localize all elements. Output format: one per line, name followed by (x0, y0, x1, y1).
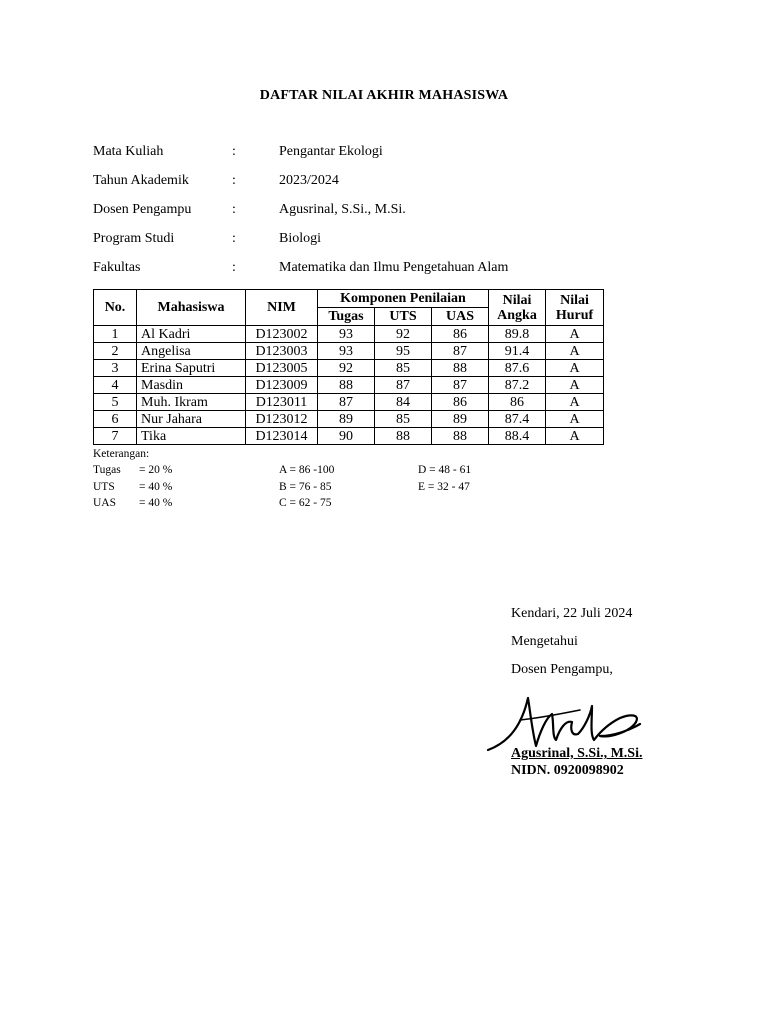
cell-uas: 87 (432, 377, 489, 394)
cell-uts: 85 (375, 360, 432, 377)
weight-value: = 40 % (139, 497, 173, 509)
header-nilai-angka-line2: Angka (497, 307, 537, 323)
info-label: Tahun Akademik (93, 173, 189, 188)
grade-range: E = 32 - 47 (418, 481, 470, 493)
weight-name: Tugas (93, 464, 121, 476)
cell-tugas: 88 (318, 377, 375, 394)
info-value: Agusrinal, S.Si., M.Si. (279, 202, 406, 217)
weight-value: = 40 % (139, 481, 173, 493)
header-nilai-huruf-line1: Nilai (560, 292, 589, 308)
info-value: Pengantar Ekologi (279, 144, 383, 159)
table-row (94, 428, 604, 445)
cell-uas: 87 (432, 343, 489, 360)
cell-nilai-huruf: A (546, 411, 604, 428)
header-nim: NIM (246, 290, 318, 326)
cell-no: 6 (94, 411, 137, 428)
info-colon: : (232, 144, 236, 159)
cell-mahasiswa: Nur Jahara (137, 411, 246, 428)
cell-uts: 88 (375, 428, 432, 445)
cell-uas: 86 (432, 326, 489, 343)
place-date: Kendari, 22 Juli 2024 (511, 606, 633, 621)
grades-table-body (94, 326, 604, 445)
cell-nim: D123012 (246, 411, 318, 428)
mengetahui-label: Mengetahui (511, 634, 578, 649)
cell-tugas: 89 (318, 411, 375, 428)
header-nilai-huruf-line2: Huruf (555, 307, 594, 323)
cell-nilai-angka: 88.4 (489, 428, 546, 445)
cell-nim: D123014 (246, 428, 318, 445)
grades-table (93, 289, 604, 445)
info-value: Matematika dan Ilmu Pengetahuan Alam (279, 260, 509, 275)
cell-tugas: 87 (318, 394, 375, 411)
info-colon: : (232, 260, 236, 275)
cell-nilai-angka: 87.6 (489, 360, 546, 377)
info-label: Program Studi (93, 231, 175, 246)
cell-uts: 87 (375, 377, 432, 394)
grade-range: D = 48 - 61 (418, 464, 472, 476)
grade-range: C = 62 - 75 (279, 497, 332, 509)
weight-name: UTS (93, 481, 115, 493)
table-row (94, 343, 604, 360)
header-uts: UTS (375, 308, 432, 326)
cell-uas: 88 (432, 360, 489, 377)
cell-no: 4 (94, 377, 137, 394)
header-nilai-angka (489, 290, 546, 326)
header-mahasiswa: Mahasiswa (137, 290, 246, 326)
cell-nilai-huruf: A (546, 360, 604, 377)
cell-uts: 84 (375, 394, 432, 411)
cell-uas: 89 (432, 411, 489, 428)
cell-mahasiswa: Angelisa (137, 343, 246, 360)
cell-mahasiswa: Masdin (137, 377, 246, 394)
table-row (94, 394, 604, 411)
cell-tugas: 93 (318, 343, 375, 360)
cell-nilai-huruf: A (546, 343, 604, 360)
header-tugas: Tugas (318, 308, 375, 326)
cell-uas: 86 (432, 394, 489, 411)
table-row (94, 377, 604, 394)
cell-tugas: 92 (318, 360, 375, 377)
grade-range: A = 86 -100 (279, 464, 335, 476)
grade-range: B = 76 - 85 (279, 481, 332, 493)
cell-nim: D123009 (246, 377, 318, 394)
info-colon: : (232, 202, 236, 217)
info-value: 2023/2024 (279, 173, 339, 188)
cell-nilai-angka: 91.4 (489, 343, 546, 360)
cell-uas: 88 (432, 428, 489, 445)
cell-tugas: 93 (318, 326, 375, 343)
cell-nilai-huruf: A (546, 428, 604, 445)
lecturer-nidn: NIDN. 0920098902 (511, 763, 624, 778)
cell-no: 1 (94, 326, 137, 343)
cell-nilai-huruf: A (546, 377, 604, 394)
header-nilai-huruf (546, 290, 604, 326)
info-value: Biologi (279, 231, 322, 246)
header-nilai-angka-line1: Nilai (502, 292, 532, 308)
document-title: DAFTAR NILAI AKHIR MAHASISWA (259, 88, 509, 103)
role-label: Dosen Pengampu, (511, 662, 613, 677)
cell-mahasiswa: Tika (137, 428, 246, 445)
cell-nilai-angka: 87.2 (489, 377, 546, 394)
cell-nim: D123003 (246, 343, 318, 360)
cell-no: 7 (94, 428, 137, 445)
table-row (94, 411, 604, 428)
cell-nilai-angka: 89.8 (489, 326, 546, 343)
table-row (94, 326, 604, 343)
cell-nilai-angka: 87.4 (489, 411, 546, 428)
cell-nim: D123005 (246, 360, 318, 377)
header-uas: UAS (432, 308, 489, 326)
header-no: No. (94, 290, 137, 326)
info-colon: : (232, 173, 236, 188)
info-label: Dosen Pengampu (93, 202, 192, 217)
cell-mahasiswa: Muh. Ikram (137, 394, 246, 411)
cell-mahasiswa: Al Kadri (137, 326, 246, 343)
cell-nilai-huruf: A (546, 326, 604, 343)
cell-nim: D123002 (246, 326, 318, 343)
cell-no: 5 (94, 394, 137, 411)
cell-uts: 85 (375, 411, 432, 428)
cell-nim: D123011 (246, 394, 318, 411)
header-komponen-penilaian: Komponen Penilaian (318, 290, 489, 308)
weight-name: UAS (93, 497, 117, 509)
info-colon: : (232, 231, 236, 246)
cell-mahasiswa: Erina Saputri (137, 360, 246, 377)
cell-no: 2 (94, 343, 137, 360)
info-label: Mata Kuliah (93, 144, 164, 159)
lecturer-name: Agusrinal, S.Si., M.Si. (511, 746, 643, 761)
cell-nilai-angka: 86 (489, 394, 546, 411)
table-row (94, 360, 604, 377)
cell-nilai-huruf: A (546, 394, 604, 411)
weight-value: = 20 % (139, 464, 173, 476)
cell-uts: 95 (375, 343, 432, 360)
info-label: Fakultas (93, 260, 141, 275)
cell-no: 3 (94, 360, 137, 377)
cell-uts: 92 (375, 326, 432, 343)
keterangan-title: Keterangan: (93, 448, 150, 460)
cell-tugas: 90 (318, 428, 375, 445)
